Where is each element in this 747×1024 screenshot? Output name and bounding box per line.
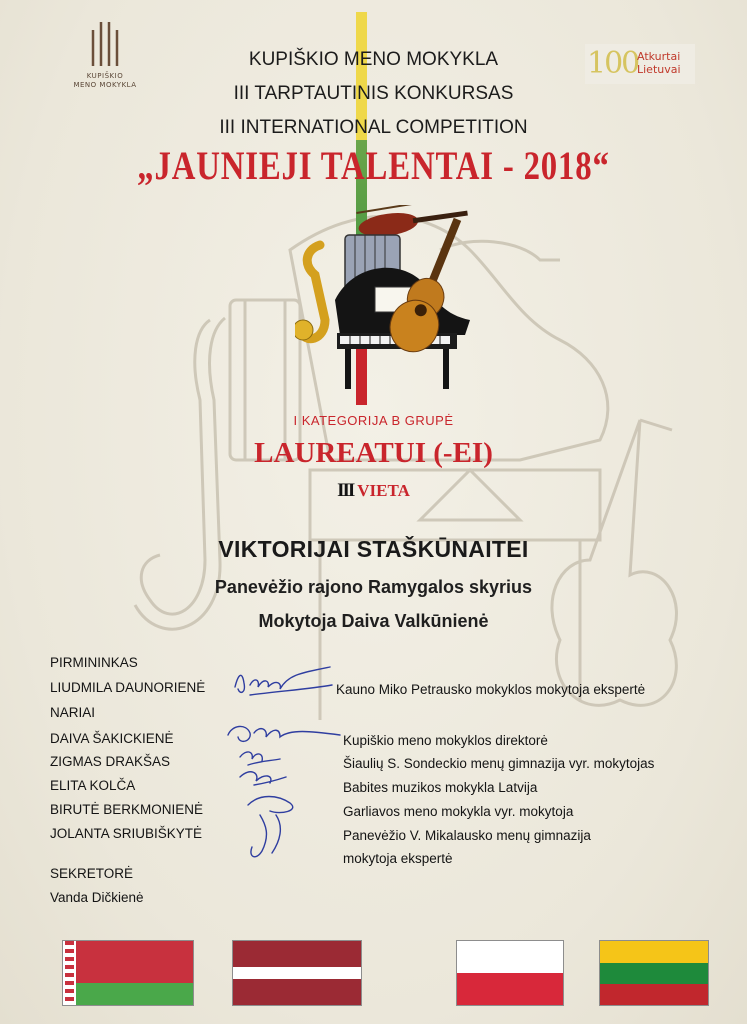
secretary-name: Vanda Dičkienė — [50, 890, 144, 905]
member-name: ELITA KOLČA — [50, 778, 136, 793]
poland-flag — [456, 940, 564, 1006]
member-role: Garliavos meno mokykla vyr. mokytoja — [343, 804, 574, 819]
school-logo-line2: MENO MOKYKLA — [73, 81, 137, 89]
place-line — [0, 480, 747, 502]
member-role: Babites muzikos mokykla Latvija — [343, 780, 538, 795]
member-name: BIRUTĖ BERKMONIENĖ — [50, 802, 204, 817]
recipient-institution: Panevėžio rajono Ramygalos skyrius — [214, 577, 533, 597]
lithuania-flag — [599, 940, 709, 1006]
member-role: Panevėžio V. Mikalausko menų gimnazija — [343, 828, 591, 843]
header-school: KUPIŠKIO MENO MOKYKLA — [248, 49, 499, 70]
place-label: VIETA — [357, 481, 410, 500]
members-heading: NARIAI — [50, 705, 96, 720]
recipient-teacher: Mokytoja Daiva Valkūnienė — [258, 611, 489, 631]
recipient-name: VIKTORIJAI STAŠKŪNAITEI — [218, 536, 529, 562]
chair-role: Kauno Miko Petrausko mokyklos mokytoja ekspertė — [336, 682, 646, 697]
category-label: I KATEGORIJA B GRUPĖ — [293, 413, 454, 428]
signatures-icon — [220, 655, 350, 875]
member-role-continued: mokytoja ekspertė — [343, 851, 453, 866]
laureate-label: LAUREATUI (-EI) — [254, 437, 493, 469]
latvia-flag — [232, 940, 362, 1006]
belarus-flag — [62, 940, 194, 1006]
anniversary-number: 100 — [587, 46, 639, 81]
member-name: JOLANTA SRIUBIŠKYTĖ — [50, 826, 203, 841]
competition-title: „JAUNIEJI TALENTAI - 2018“ — [137, 143, 610, 188]
header-competition-en: III INTERNATIONAL COMPETITION — [219, 117, 528, 138]
school-logo-line1: KUPIŠKIO — [86, 72, 124, 80]
chair-name: LIUDMILA DAUNORIENĖ — [50, 680, 206, 695]
member-role: Šiaulių S. Sondeckio menų gimnazija vyr. mokytojas — [343, 756, 655, 771]
place-number: III — [337, 480, 354, 501]
header-competition-lt: III TARPTAUTINIS KONKURSAS — [233, 83, 514, 104]
member-name: ZIGMAS DRAKŠAS — [50, 754, 171, 769]
instruments-illustration-icon — [295, 205, 480, 395]
secretary-heading: SEKRETORĖ — [50, 866, 134, 881]
member-role: Kupiškio meno mokyklos direktorė — [343, 733, 548, 748]
chair-heading: PIRMININKAS — [50, 655, 138, 670]
anniversary-line1: Atkurtai — [637, 50, 681, 63]
anniversary-line2: Lietuvai — [637, 63, 681, 76]
member-name: DAIVA ŠAKICKIENĖ — [50, 731, 174, 746]
